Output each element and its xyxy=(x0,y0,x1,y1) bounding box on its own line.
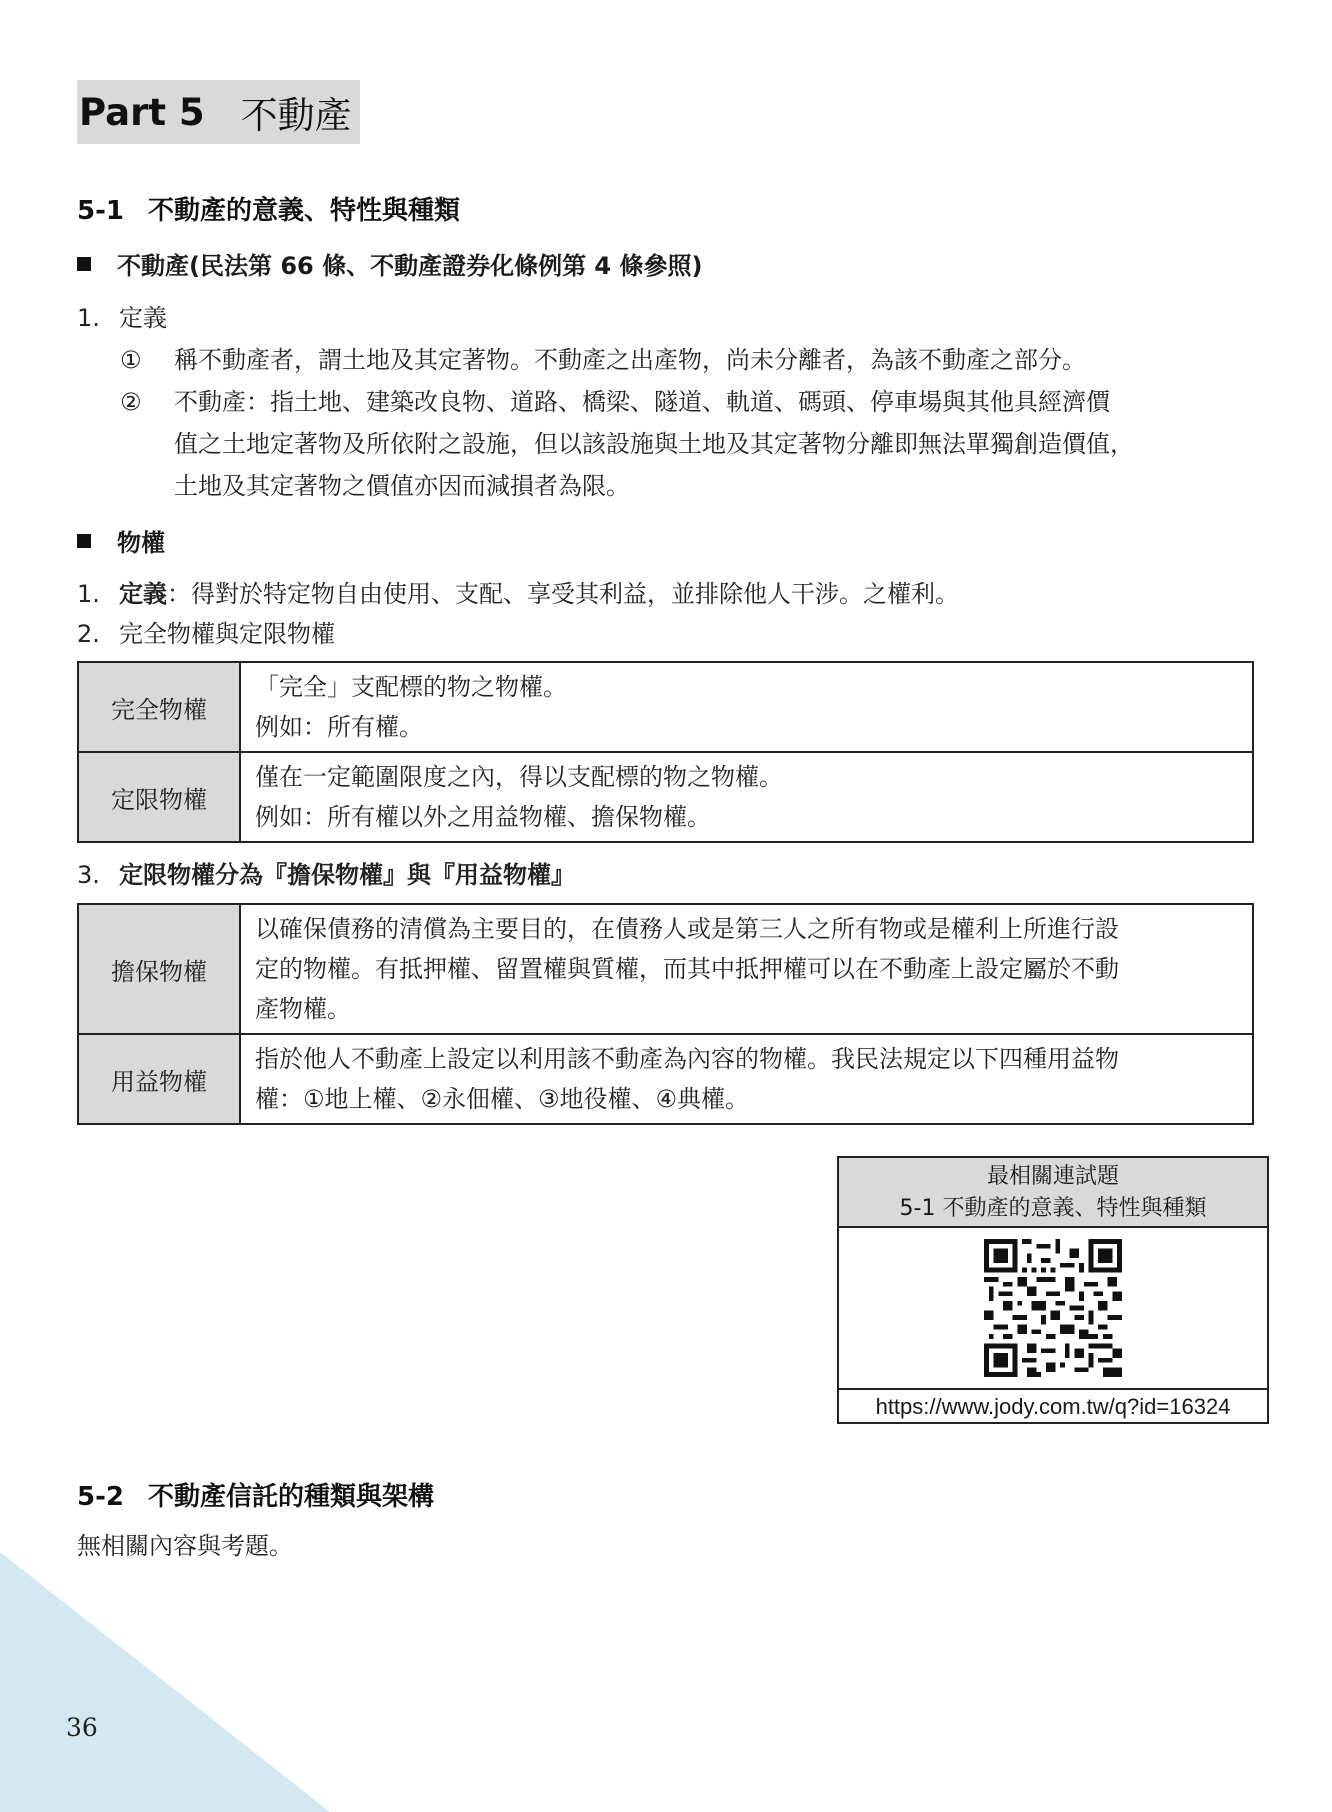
section-body: 無相關內容與考題。 xyxy=(77,1532,293,1560)
section-title: 不動產的意義、特性與種類 xyxy=(147,196,460,226)
part-title xyxy=(77,80,360,144)
part-number: Part 5 xyxy=(79,90,205,134)
table-row xyxy=(78,752,1253,842)
table-label: 完全物權 xyxy=(78,662,240,752)
table-label: 用益物權 xyxy=(78,1034,240,1124)
section-number: 5-1 xyxy=(77,196,124,226)
qr-url[interactable]: https://www.jody.com.tw/q?id=16324 xyxy=(839,1388,1267,1424)
related-questions-box xyxy=(837,1156,1269,1424)
circled-item-2: ② 不動產：指土地、建築改良物、道路、橋梁、隧道、軌道、碼頭、停車場與其他具經濟價 xyxy=(120,388,1110,416)
section-title: 不動產信託的種類與架構 xyxy=(147,1482,434,1512)
rights-table-1 xyxy=(77,661,1254,843)
page-number: 36 xyxy=(66,1713,98,1742)
bullet-heading-property-rights: 物權 xyxy=(77,523,165,558)
bullet-heading-real-estate: 不動產(民法第 66 條、不動產證券化條例第 4 條參照) xyxy=(77,246,702,281)
qr-code-graphic xyxy=(984,1239,1122,1377)
section-heading-5-2 xyxy=(77,1476,434,1513)
section-heading-5-1 xyxy=(77,190,460,227)
table-cell: 以確保債務的清償為主要目的，在債務人或是第三人之所有物或是權利上所進行設 定的物權。有抵押權、留置權與質權，而其中抵押權可以在不動產上設定屬於不動 產物權。 xyxy=(240,904,1253,1034)
item-limited-rights-split: 3. 定限物權分為『擔保物權』與『用益物權』 xyxy=(77,861,575,889)
square-bullet-icon xyxy=(77,257,91,271)
table-label: 擔保物權 xyxy=(78,904,240,1034)
table-cell: 「完全」支配標的物之物權。 例如：所有權。 xyxy=(240,662,1253,752)
circled-item-2-line2: 值之土地定著物及所依附之設施，但以該設施與土地及其定著物分離即無法單獨創造價值， xyxy=(174,430,1134,458)
circled-item-2-line3: 土地及其定著物之價值亦因而減損者為限。 xyxy=(174,472,630,500)
table-row xyxy=(78,1034,1253,1124)
table-cell: 指於他人不動產上設定以利用該不動產為內容的物權。我民法規定以下四種用益物 權：①地上權、②永佃權、③地役權、④典權。 xyxy=(240,1034,1253,1124)
item-full-limited-rights: 2. 完全物權與定限物權 xyxy=(77,620,335,648)
table-label: 定限物權 xyxy=(78,752,240,842)
corner-decoration xyxy=(0,1552,330,1812)
circled-item-1: ① 稱不動產者，謂土地及其定著物。不動產之出產物，尚未分離者，為該不動產之部分。 xyxy=(120,346,1086,374)
qr-code-icon[interactable] xyxy=(839,1228,1267,1388)
rights-table-2 xyxy=(77,903,1254,1125)
square-bullet-icon xyxy=(77,534,91,548)
section-number: 5-2 xyxy=(77,1482,124,1512)
part-name: 不動產 xyxy=(240,94,352,137)
item-rights-definition: 1. 定義：得對於特定物自由使用、支配、享受其利益，並排除他人干涉。之權利。 xyxy=(77,580,959,608)
table-cell: 僅在一定範圍限度之內，得以支配標的物之物權。 例如：所有權以外之用益物權、擔保物權。 xyxy=(240,752,1253,842)
table-row xyxy=(78,904,1253,1034)
qr-box-header: 最相關連試題 5-1 不動產的意義、特性與種類 xyxy=(839,1158,1267,1228)
table-row xyxy=(78,662,1253,752)
item-definition: 1. 定義 xyxy=(77,304,167,332)
